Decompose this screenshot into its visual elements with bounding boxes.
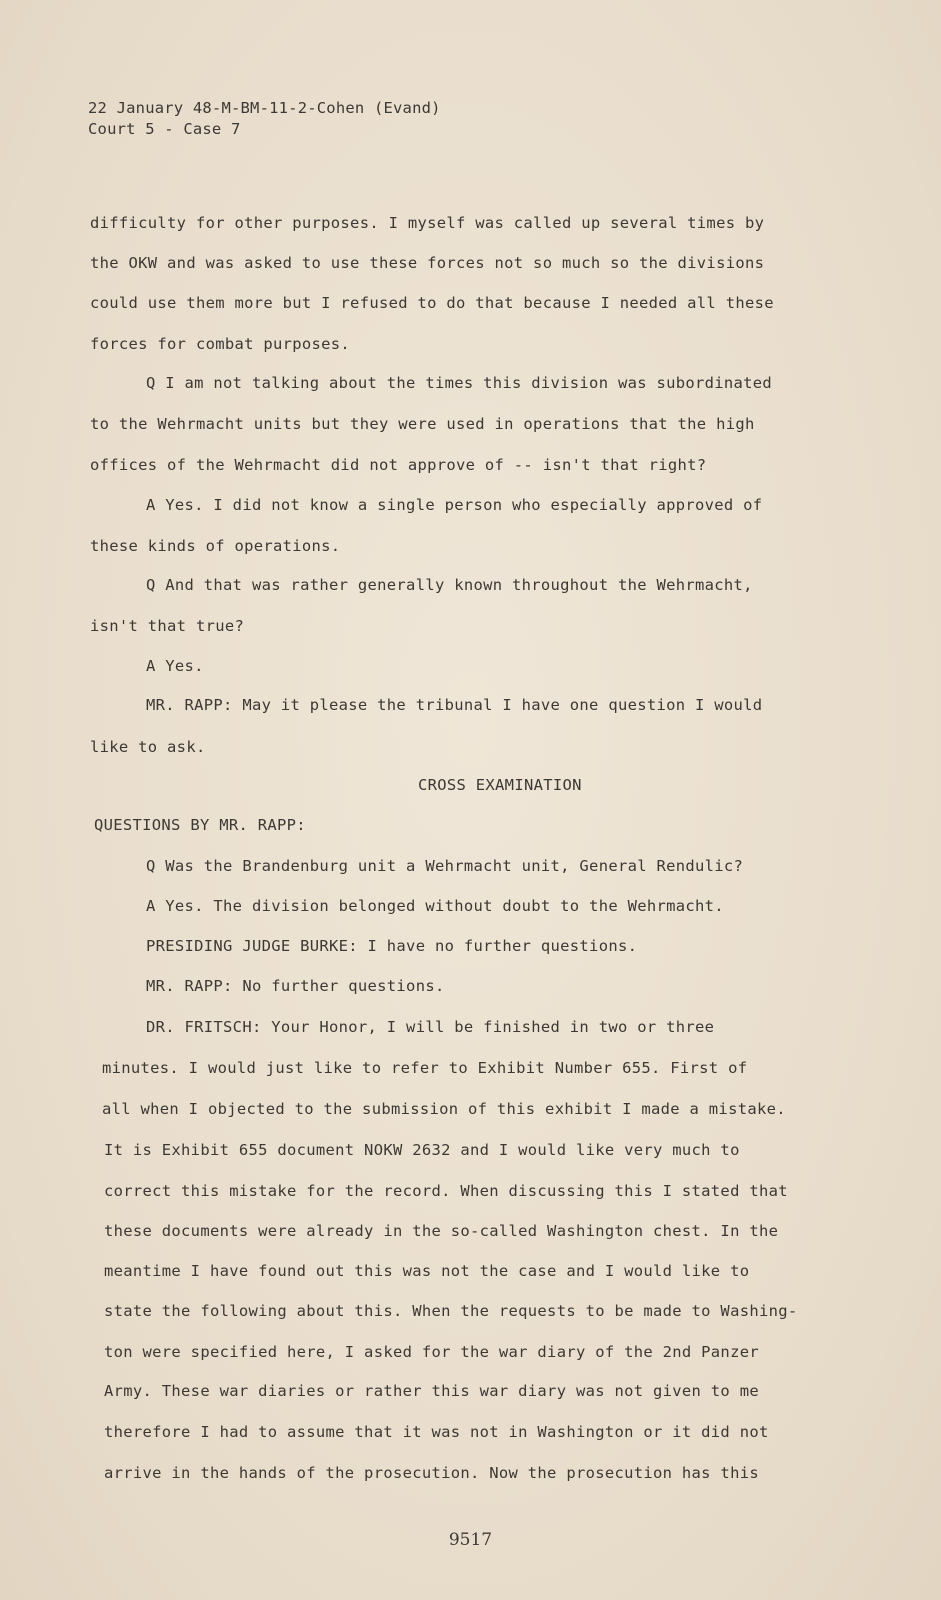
- transcript-line: meantime I have found out this was not the case and I would like to: [104, 1262, 750, 1280]
- transcript-line: MR. RAPP: May it please the tribunal I have one question I would: [146, 696, 763, 714]
- transcript-line: therefore I had to assume that it was not in Washington or it did not: [104, 1423, 769, 1441]
- transcript-line: to the Wehrmacht units but they were used in operations that the high: [90, 415, 755, 433]
- document-header: [88, 98, 441, 140]
- transcript-line: these kinds of operations.: [90, 537, 341, 555]
- questions-by-line: QUESTIONS BY MR. RAPP:: [94, 816, 306, 834]
- transcript-line: PRESIDING JUDGE BURKE: I have no further questions.: [146, 937, 638, 955]
- transcript-line: ton were specified here, I asked for the war diary of the 2nd Panzer: [104, 1343, 759, 1361]
- transcript-line: A Yes. The division belonged without doubt to the Wehrmacht.: [146, 897, 724, 915]
- page-number: 9517: [448, 1530, 493, 1550]
- transcript-line: forces for combat purposes.: [90, 335, 351, 353]
- transcript-line: arrive in the hands of the prosecution. Now the prosecution has this: [104, 1464, 759, 1482]
- transcript-line: difficulty for other purposes. I myself was called up several times by: [90, 214, 765, 232]
- transcript-line: could use them more but I refused to do that because I needed all these: [90, 294, 774, 312]
- transcript-line: isn't that true?: [90, 617, 245, 635]
- transcript-line: Army. These war diaries or rather this war diary was not given to me: [104, 1382, 759, 1400]
- transcript-line: minutes. I would just like to refer to Exhibit Number 655. First of: [102, 1059, 748, 1077]
- section-heading: CROSS EXAMINATION: [418, 776, 582, 794]
- transcript-line: these documents were already in the so-called Washington chest. In the: [104, 1222, 779, 1240]
- transcript-line: offices of the Wehrmacht did not approve of -- isn't that right?: [90, 456, 707, 474]
- transcript-line: A Yes.: [146, 657, 204, 675]
- transcript-line: Q Was the Brandenburg unit a Wehrmacht unit, General Rendulic?: [146, 857, 744, 875]
- transcript-line: MR. RAPP: No further questions.: [146, 977, 445, 995]
- transcript-line: Q I am not talking about the times this division was subordinated: [146, 374, 773, 392]
- transcript-line: state the following about this. When the requests to be made to Washing-: [104, 1302, 798, 1320]
- transcript-line: the OKW and was asked to use these forces not so much so the divisions: [90, 254, 765, 272]
- transcript-line: like to ask.: [90, 738, 206, 756]
- header-date-line: 22 January 48-M-BM-11-2-Cohen (Evand): [88, 99, 441, 117]
- transcript-line: all when I objected to the submission of this exhibit I made a mistake.: [102, 1100, 786, 1118]
- transcript-line: correct this mistake for the record. When discussing this I stated that: [104, 1182, 788, 1200]
- transcript-line: Q And that was rather generally known throughout the Wehrmacht,: [146, 576, 753, 594]
- header-court-line: Court 5 - Case 7: [88, 120, 241, 138]
- transcript-line: A Yes. I did not know a single person who especially approved of: [146, 496, 763, 514]
- transcript-line: DR. FRITSCH: Your Honor, I will be finished in two or three: [146, 1018, 715, 1036]
- transcript-line: It is Exhibit 655 document NOKW 2632 and I would like very much to: [104, 1141, 740, 1159]
